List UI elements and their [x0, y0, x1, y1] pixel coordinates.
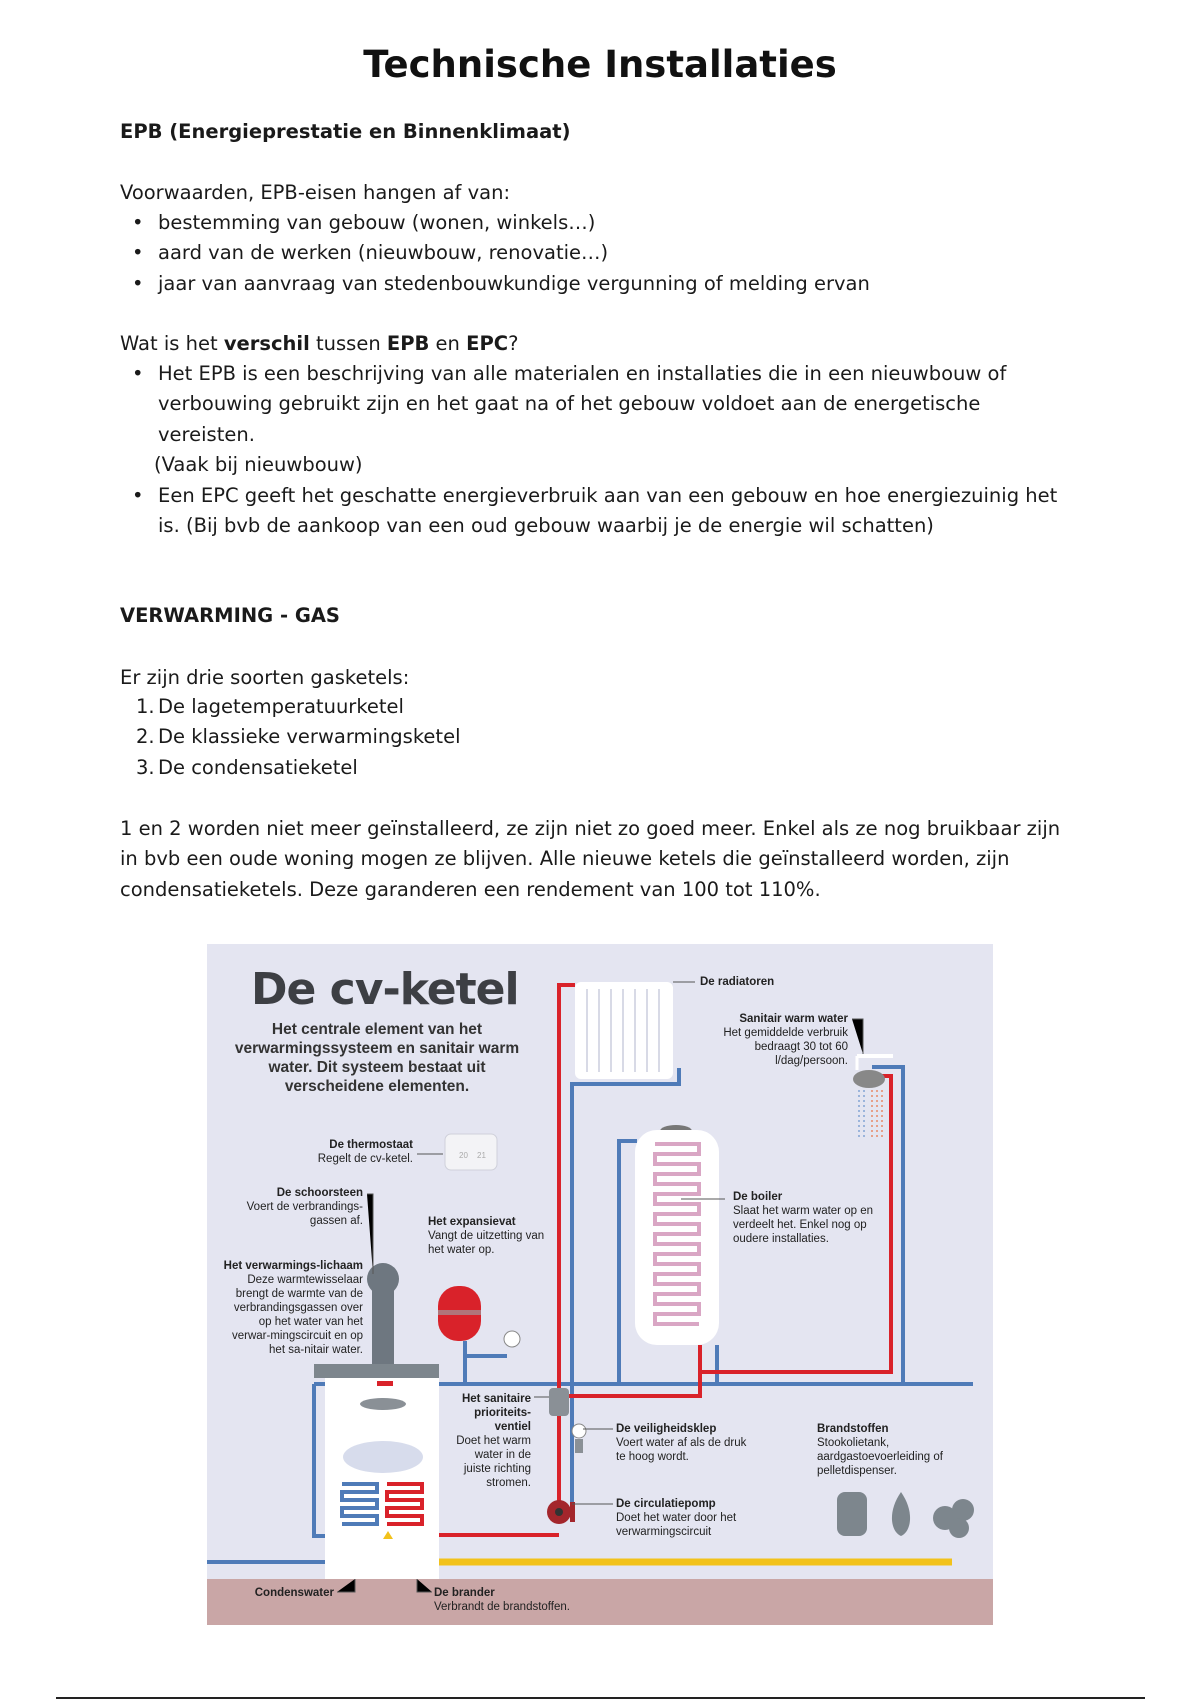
epb-question [120, 329, 518, 359]
safety-valve-icon [572, 1424, 586, 1453]
label-title: Het sanitaire prioriteits-ventiel [461, 1393, 531, 1433]
list-item: • jaar van aanvraag van stedenbouwkundige vergunning of melding ervan [120, 269, 1080, 299]
label-title: Het verwarmings-lichaam [223, 1260, 363, 1272]
bold-text: verschil [223, 332, 310, 355]
label-text: Voert water af als de druk te hoog wordt. [616, 1437, 747, 1463]
pellets-icon [933, 1499, 974, 1538]
label-title: De schoorsteen [276, 1187, 363, 1199]
label-condenswater [255, 1586, 334, 1600]
bold-text: EPC [466, 332, 509, 355]
label-brandstoffen [817, 1422, 967, 1478]
list-number: 1. [136, 695, 155, 718]
boiler-tank-icon [635, 1125, 719, 1345]
text: en [429, 332, 467, 355]
list-item [120, 753, 461, 783]
label-text: Het gemiddelde verbruik bedraagt 30 tot 60 l/dag/persoon. [723, 1027, 848, 1067]
label-sanitair-warm-water [708, 1012, 848, 1068]
circulation-pump-icon [547, 1500, 575, 1524]
label-text: Doet het water door het verwarmingscircuit [616, 1512, 737, 1538]
label-title: Brandstoffen [817, 1423, 889, 1435]
answer-note: (Vaak bij nieuwbouw) [154, 453, 363, 477]
epb-intro: Voorwaarden, EPB-eisen hangen af van: [120, 181, 511, 204]
label-schoorsteen [223, 1186, 363, 1228]
diagram-subtitle: Het centrale element van het verwarmingssysteem en sanitair warm water. Dit systeem bestaat uit verscheidene elementen. [234, 1021, 520, 1095]
list-number: 3. [136, 755, 155, 779]
label-title: Het expansievat [428, 1216, 516, 1228]
label-text: Voert de verbrandings-gassen af. [246, 1201, 363, 1227]
list-item: • Een EPC geeft het geschatte energieverbruik aan van een gebouw en hoe energiezuinig het is. (Bij bvb de aankoop van een oud gebouw waarbij je de energie wil schatten) [120, 481, 1070, 542]
epb-heading: EPB (Energieprestatie en Binnenklimaat) [120, 120, 571, 143]
thermostat-icon [445, 1134, 497, 1170]
list-number: 2. [136, 725, 155, 749]
list-item [120, 722, 461, 752]
label-verwarmingslichaam [218, 1259, 363, 1357]
heating-heading: VERWARMING - GAS [120, 604, 340, 627]
thermostat-display-1: 20 [459, 1151, 468, 1160]
label-expansievat [428, 1215, 558, 1257]
label-veiligheidsklep [616, 1422, 751, 1464]
diagram-title: De cv-ketel [251, 964, 519, 1015]
label-text: Slaat het warm water op en verdeelt het. Enkel nog op oudere installaties. [733, 1205, 873, 1245]
label-circulatiepomp [616, 1497, 766, 1539]
radiator-icon [575, 982, 673, 1079]
label-prioriteitsventiel [451, 1392, 531, 1490]
label-text: Verbrandt de brandstoffen. [434, 1601, 570, 1613]
epb-answers-list [120, 359, 1070, 541]
label-thermostaat [273, 1138, 413, 1166]
text: tussen [309, 332, 387, 355]
label-text: Regelt de cv-ketel. [317, 1153, 413, 1165]
heating-paragraph: 1 en 2 worden niet meer geïnstalleerd, ze zijn niet zo goed meer. Enkel als ze nog bruikbaar zijn in bvb een oude woning mogen ze blijven. Alle nieuwe ketels die geïnstalleerd worden, zijn condensatieketels. Deze garanderen een rendement van 100 tot 110%. [120, 817, 1061, 901]
label-title: De brander [434, 1587, 495, 1599]
label-title: Sanitair warm water [739, 1013, 848, 1025]
list-item: • aard van de werken (nieuwbouw, renovatie…) [120, 238, 1080, 268]
label-text: Vangt de uitzetting van het water op. [428, 1230, 545, 1256]
label-title: De boiler [733, 1191, 783, 1203]
text: ? [508, 332, 519, 355]
label-title: De circulatiepomp [616, 1498, 716, 1510]
label-text: Stookolietank, aardgastoevoerleiding of pelletdispenser. [817, 1437, 943, 1477]
list-label: De klassieke verwarmingsketel [158, 725, 461, 749]
list-item [120, 359, 1070, 481]
page-title: Technische Installaties [363, 43, 837, 86]
label-title: De radiatoren [700, 976, 775, 988]
label-text: Doet het warm water in de juiste richting stromen. [456, 1435, 531, 1489]
fuel-icons [837, 1492, 974, 1538]
bold-text: EPB [386, 332, 430, 355]
label-title: Condenswater [254, 1587, 334, 1599]
list-label: De condensatieketel [158, 755, 358, 779]
label-title: De veiligheidsklep [616, 1423, 717, 1435]
answer-text: Het EPB is een beschrijving van alle materialen en installaties die in een nieuwbouw of verbouwing gebruikt zijn en het gaat na of het gebouw voldoet aan de energetische vereisten. [158, 362, 1007, 446]
oil-tank-icon [837, 1492, 867, 1536]
chimney-icon [367, 1263, 399, 1365]
list-item: • bestemming van gebouw (wonen, winkels…) [120, 208, 1080, 238]
priority-valve-icon [549, 1388, 569, 1416]
list-item [120, 692, 461, 722]
heating-intro: Er zijn drie soorten gasketels: [120, 666, 410, 689]
label-brander [434, 1586, 634, 1614]
epb-conditions-list [120, 208, 1080, 299]
cv-ketel-diagram [207, 944, 993, 1625]
thermostat-display-2: 21 [477, 1151, 486, 1160]
label-radiatoren [700, 975, 774, 989]
cv-boiler-icon [314, 1364, 439, 1579]
page-bottom-divider [56, 1697, 1145, 1699]
expansion-vessel-icon [438, 1286, 520, 1347]
list-label: De lagetemperatuurketel [158, 695, 404, 718]
gas-flame-icon [892, 1492, 910, 1536]
text: Wat is het [120, 332, 224, 355]
boiler-types-list [120, 692, 461, 783]
label-title: De thermostaat [329, 1139, 413, 1151]
label-text: Deze warmtewisselaar brengt de warmte van de verbrandingsgassen over op het water van het verwar-mingscircuit en op het sa-nitair water. [231, 1274, 363, 1356]
label-boiler [733, 1190, 893, 1246]
